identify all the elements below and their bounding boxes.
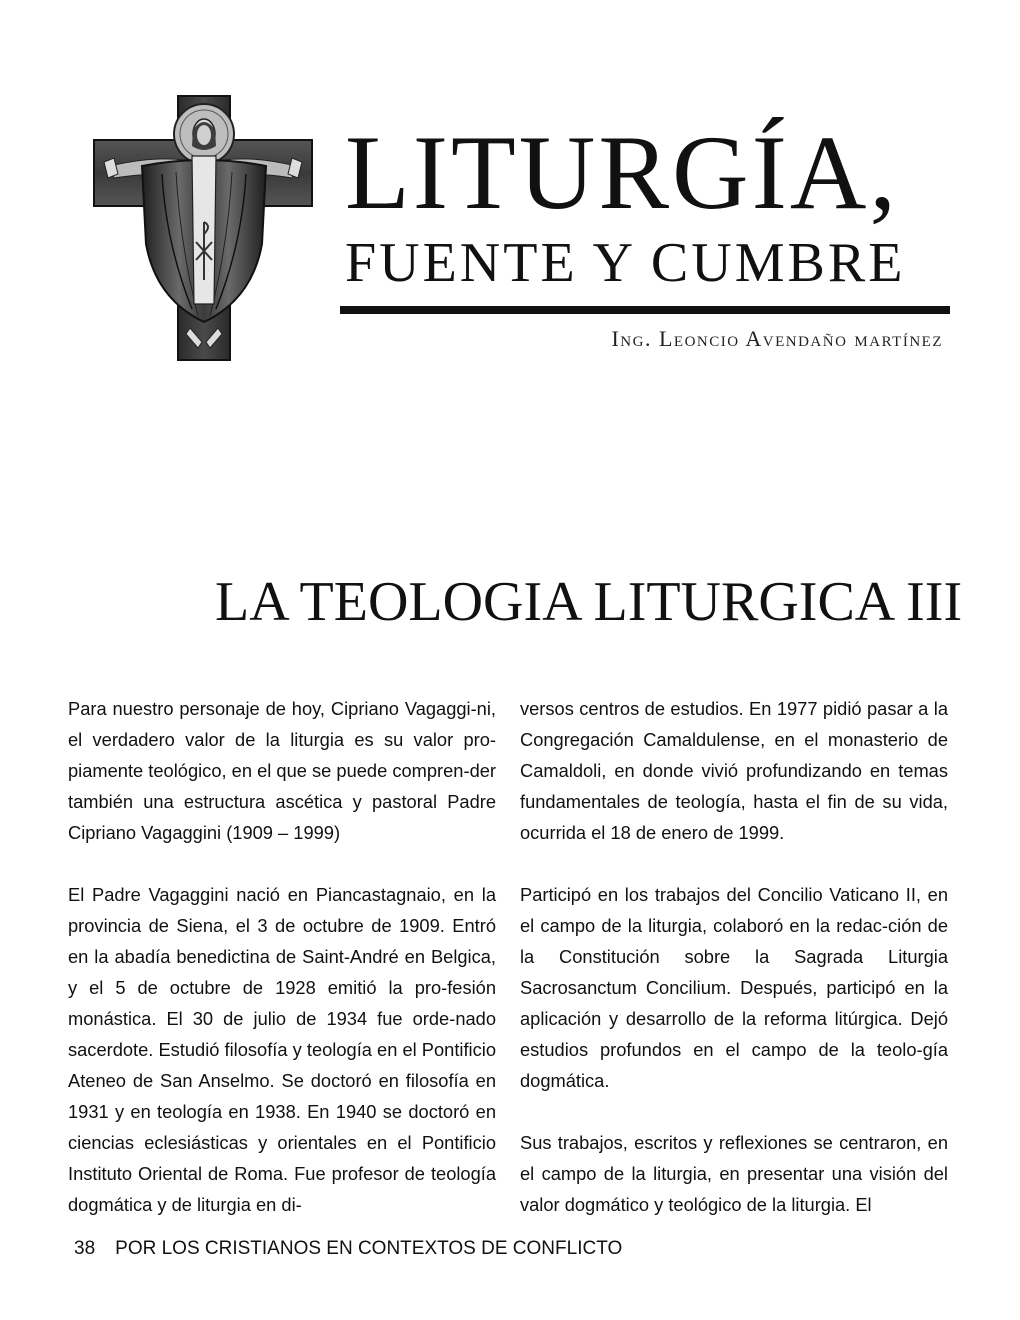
title-divider — [340, 306, 950, 314]
page-subtitle: FUENTE Y CUMBRE — [345, 232, 906, 294]
left-column — [68, 693, 496, 1220]
paragraph: versos centros de estudios. En 1977 pidió pasar a la Congregación Camaldulense, en el monasterio de Camaldoli, en donde vivió profundizando en temas fundamentales de teología, hasta el fin de su vida, ocurrida el 18 de enero de 1999. — [520, 698, 948, 843]
paragraph: El Padre Vagaggini nació en Piancastagnaio, en la provincia de Siena, el 3 de octubre de 1909. Entró en la abadía benedictina de Saint-André en Belgica, y el 5 de octubre de 1928 emitió la pro-fesión monástica. El 30 de julio de 1934 fue orde-nado sacerdote. Estudió filosofía y teología en el Pontificio Ateneo de San Anselmo. Se doctoró en filosofía en 1931 y en teología en 1938. En 1940 se doctoró en ciencias eclesiásticas y orientales en el Pontificio Instituto Oriental de Roma. Fue profesor de teología dogmática y de liturgia en di- — [68, 884, 496, 1215]
paragraph: Sus trabajos, escritos y reflexiones se centraron, en el campo de la liturgia, en presentar una visión del valor dogmático y teológico de la liturgia. El — [520, 1132, 948, 1215]
paragraph: Participó en los trabajos del Concilio Vaticano II, en el campo de la liturgia, colaboró en la redac-ción de la Constitución sobre la Sagrada Liturgia Sacrosanctum Concilium. Después, participó en la aplicación y desarrollo de la reforma litúrgica. Dejó estudios profundos en el campo de la teolo-gía dogmática. — [520, 884, 948, 1091]
publication-name: POR LOS CRISTIANOS EN CONTEXTOS DE CONFLICTO — [115, 1238, 623, 1259]
right-column — [520, 693, 948, 1220]
paragraph: Para nuestro personaje de hoy, Cipriano Vagaggi-ni, el verdadero valor de la liturgia es su valor pro-piamente teológico, en el que se puede compren-der también una estructura ascética y pastoral Padre Cipriano Vagaggini (1909 – 1999) — [68, 698, 496, 843]
article-heading: LA TEOLOGIA LITURGICA III — [215, 571, 963, 633]
author-byline: Ing. Leoncio Avendaño martínez — [611, 326, 943, 351]
page-footer — [74, 1236, 622, 1262]
page-number: 38 — [74, 1238, 96, 1259]
page-title: LITURGÍA, — [345, 114, 899, 231]
crucifix-icon — [92, 94, 314, 362]
